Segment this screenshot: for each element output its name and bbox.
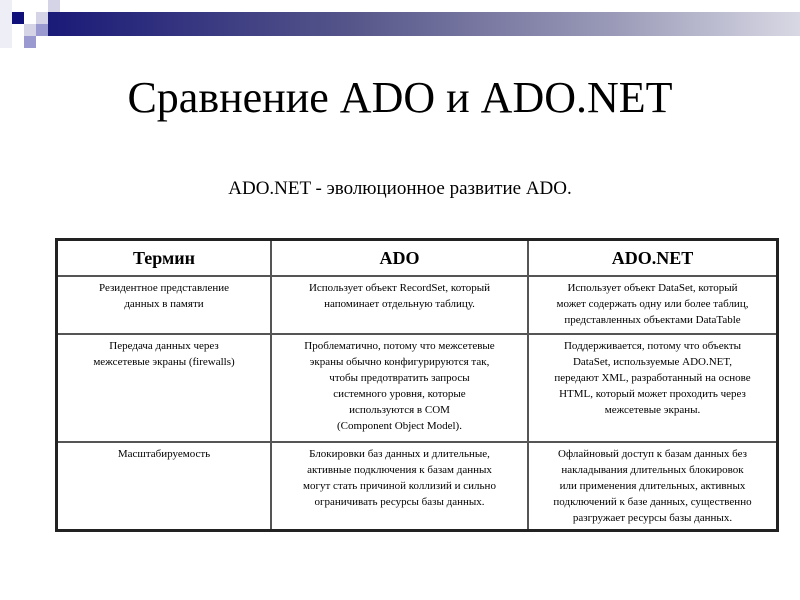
- table-header-row: [57, 240, 778, 277]
- header-term: Термин: [57, 240, 272, 277]
- header-gradient-bar: [48, 12, 800, 36]
- cell-ado: Блокировки баз данных и длительные, активные подключения к базам данных могут стать причиной коллизий и сильно ограничивать ресурсы базы данных.: [271, 442, 528, 531]
- cell-adonet: Офлайновый доступ к базам данных без накладывания длительных блокировок или применения длительных, активных подключений к базе данных, существенно разгружает ресурсы базы данных.: [528, 442, 778, 531]
- slide-subtitle: ADO.NET - эволюционное развитие ADO.: [228, 178, 572, 199]
- decor-square: [12, 12, 24, 24]
- decor-square: [0, 0, 12, 48]
- header-adonet: ADO.NET: [528, 240, 778, 277]
- cell-term: Масштабируемость: [57, 442, 272, 531]
- decor-square: [36, 24, 48, 36]
- cell-term: Резидентное представление данных в памяти: [57, 276, 272, 334]
- slide-title: Сравнение ADO и ADO.NET: [127, 73, 673, 122]
- cell-ado: Использует объект RecordSet, который напоминает отдельную таблицу.: [271, 276, 528, 334]
- table-row: [57, 334, 778, 442]
- comparison-table: [55, 238, 779, 532]
- decor-square: [36, 12, 48, 24]
- cell-term: Передача данных через межсетевые экраны (firewalls): [57, 334, 272, 442]
- header-ado: ADO: [271, 240, 528, 277]
- table-row: [57, 276, 778, 334]
- table-row: [57, 442, 778, 531]
- decor-square: [24, 36, 36, 48]
- cell-adonet: Использует объект DataSet, который может содержать одну или более таблиц, представленных объектами DataTable: [528, 276, 778, 334]
- cell-ado: Проблематично, потому что межсетевые экраны обычно конфигурируются так, чтобы предотвратить запросы системного уровня, которые используются в COM (Component Object Model).: [271, 334, 528, 442]
- decor-square: [24, 24, 36, 36]
- decor-square: [48, 0, 60, 12]
- cell-adonet: Поддерживается, потому что объекты DataSet, используемые ADO.NET, передают XML, разработанный на основе HTML, который может проходить через межсетевые экраны.: [528, 334, 778, 442]
